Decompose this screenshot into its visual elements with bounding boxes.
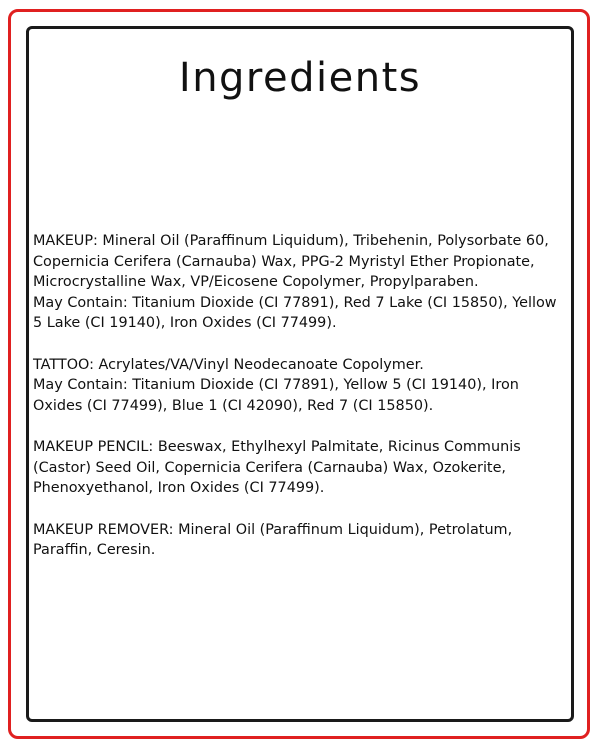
ingredients-list xyxy=(33,231,569,582)
ingredients-panel xyxy=(26,26,574,722)
section-makeup xyxy=(33,231,569,334)
section-tattoo xyxy=(33,355,569,417)
makeup-ingredients: MAKEUP: Mineral Oil (Paraffinum Liquidum), Tribehenin, Polysorbate 60, Copernicia Cerifera (Carnauba) Wax, PPG-2 Myristyl Ether Propionate, Microcrystalline Wax, VP/Eicosene Copolymer, Propylparaben. xyxy=(33,233,549,290)
page-title: Ingredients xyxy=(178,55,422,101)
makeup-pencil-ingredients: MAKEUP PENCIL: Beeswax, Ethylhexyl Palmitate, Ricinus Communis (Castor) Seed Oil, Copernicia Cerifera (Carnauba) Wax, Ozokerite, Phenoxyethanol, Iron Oxides (CI 77499). xyxy=(33,439,521,496)
tattoo-ingredients: TATTOO: Acrylates/VA/Vinyl Neodecanoate Copolymer. xyxy=(33,356,424,373)
section-makeup-remover xyxy=(33,520,569,561)
section-makeup-pencil xyxy=(33,437,569,499)
makeup-remover-ingredients: MAKEUP REMOVER: Mineral Oil (Paraffinum Liquidum), Petrolatum, Paraffin, Ceresin. xyxy=(33,521,513,558)
makeup-may-contain: May Contain: Titanium Dioxide (CI 77891), Red 7 Lake (CI 15850), Yellow 5 Lake (CI 19140), Iron Oxides (CI 77499). xyxy=(33,294,557,331)
tattoo-may-contain: May Contain: Titanium Dioxide (CI 77891), Yellow 5 (CI 19140), Iron Oxides (CI 77499), Blue 1 (CI 42090), Red 7 (CI 15850). xyxy=(33,377,519,414)
